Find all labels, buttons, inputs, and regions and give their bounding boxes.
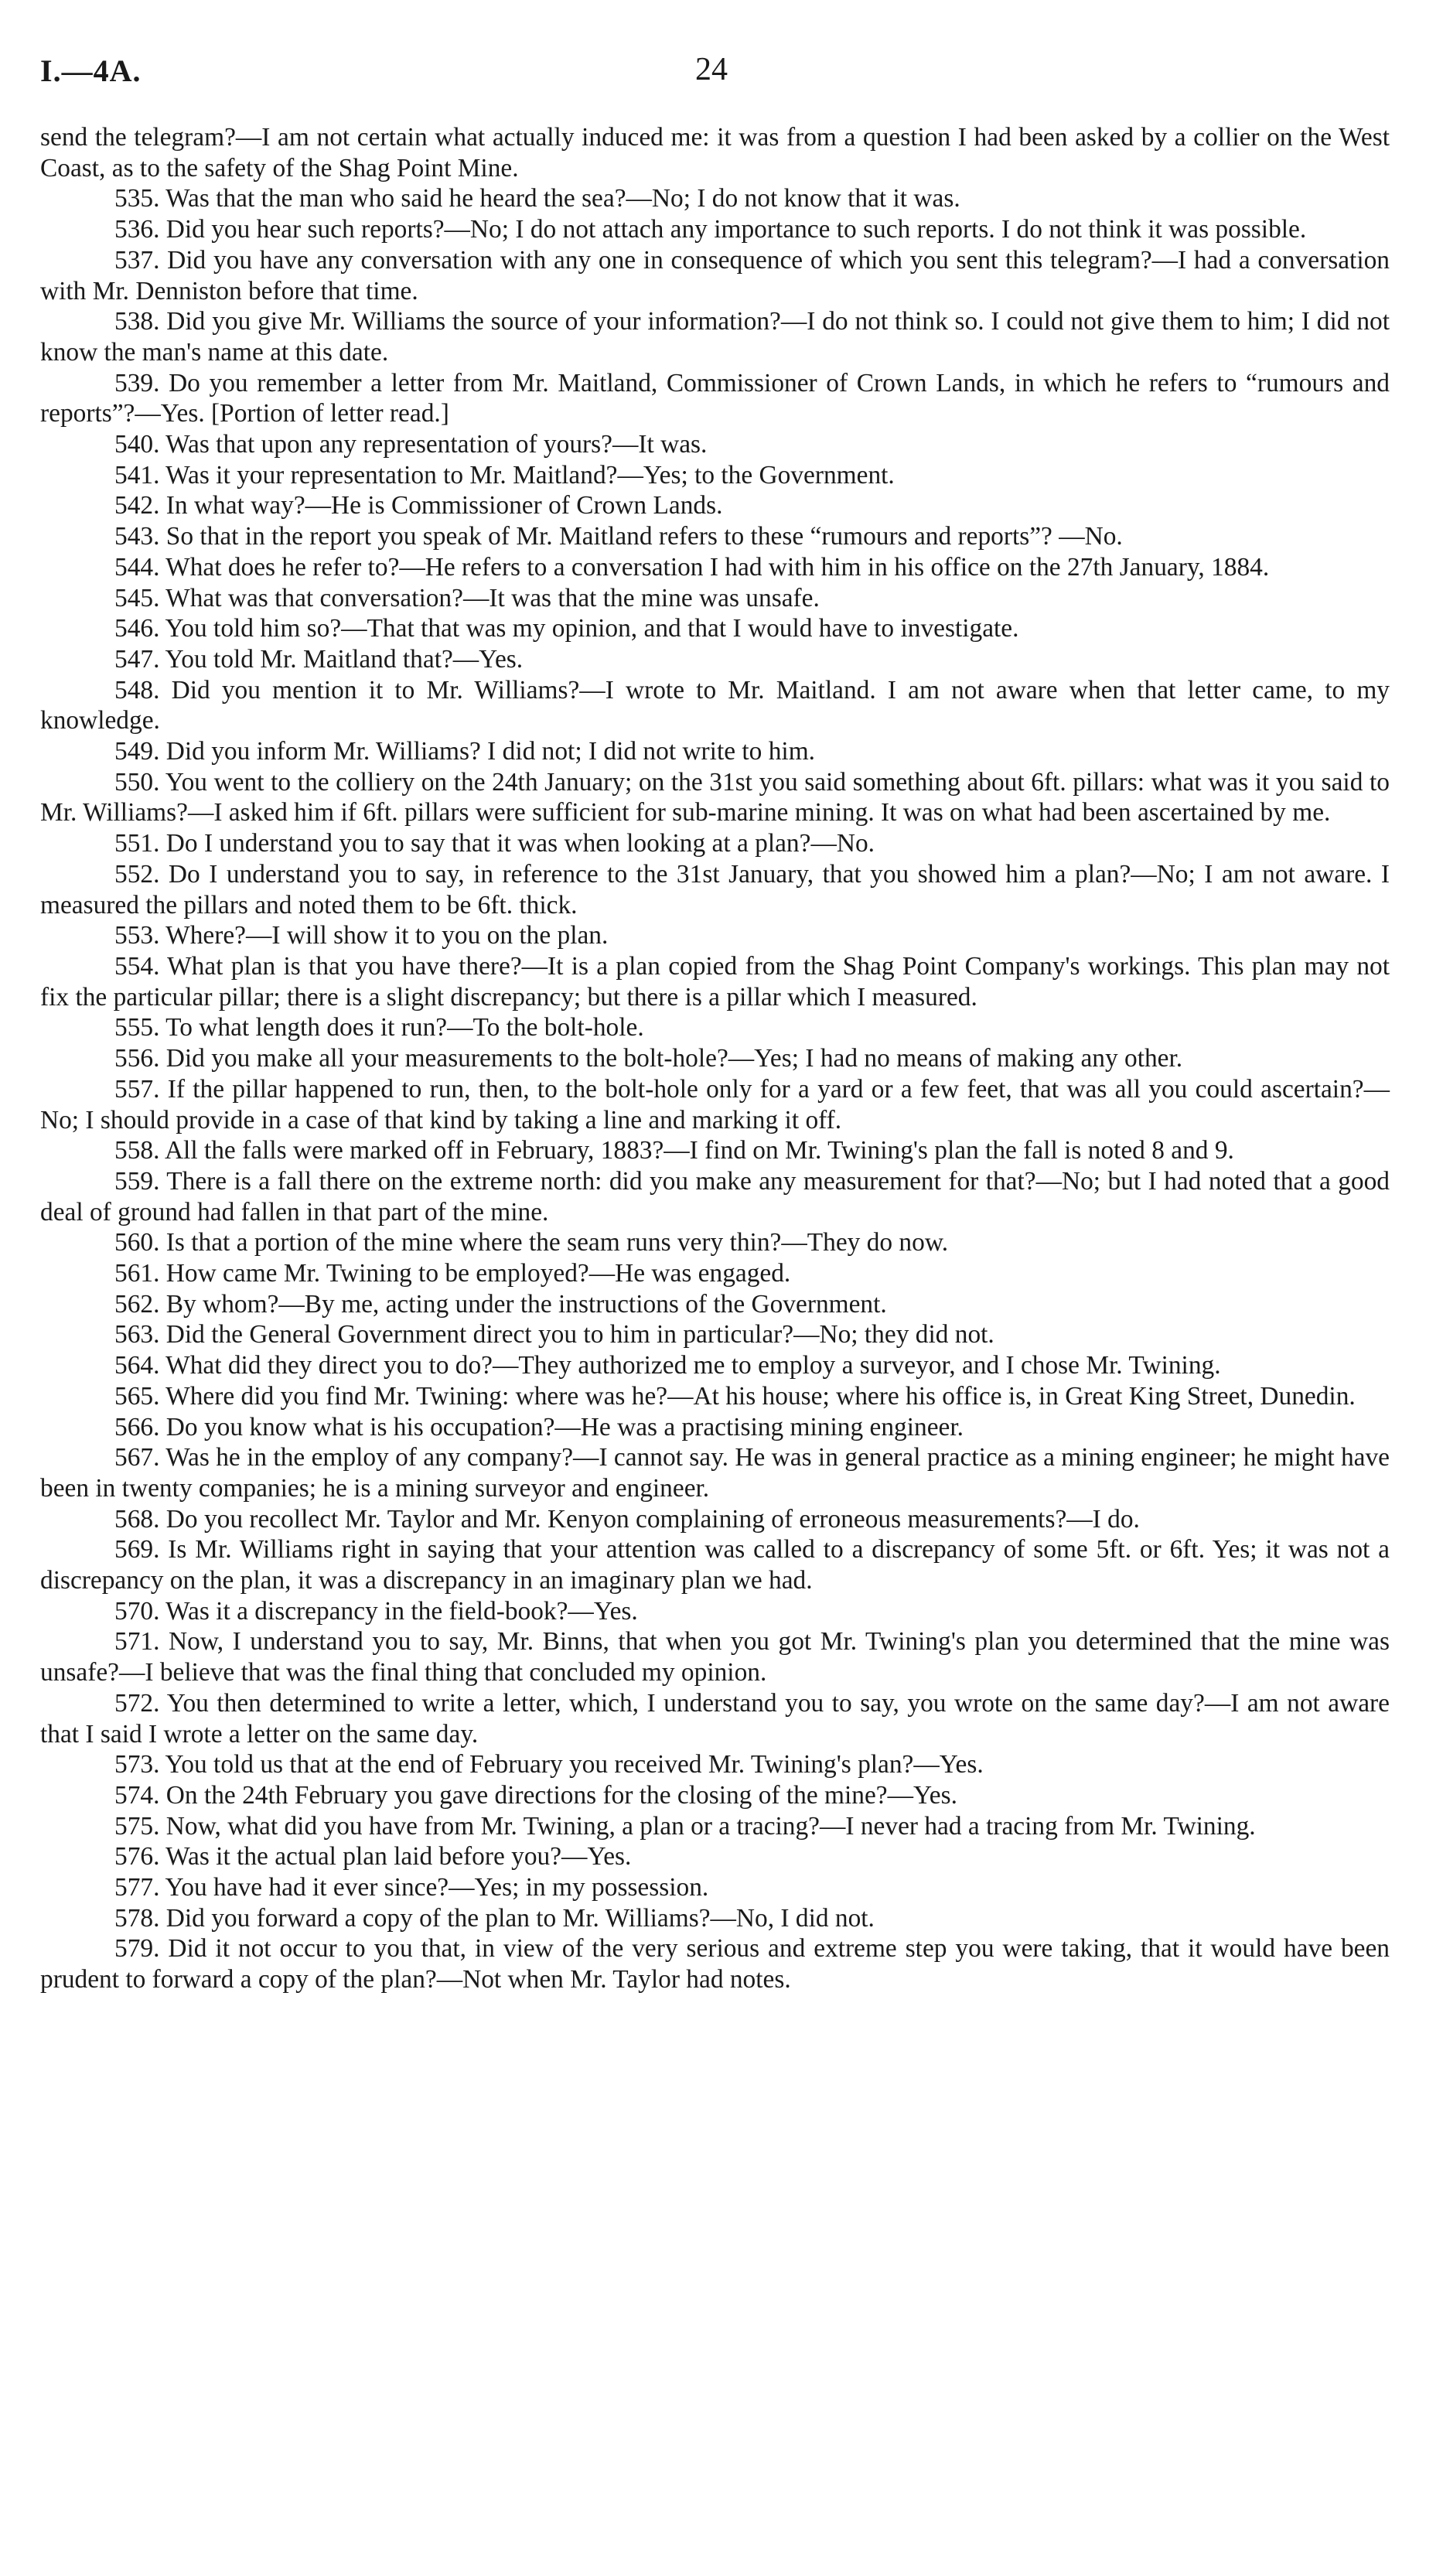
question-558: 558. All the falls were marked off in February, 1883?—I find on Mr. Twining's plan the fall is noted 8 and 9. bbox=[114, 1136, 1234, 1165]
question-561: 561. How came Mr. Twining to be employed?—He was engaged. bbox=[114, 1259, 791, 1288]
question-568: 568. Do you recollect Mr. Taylor and Mr. Kenyon complaining of erroneous measurements?—I do. bbox=[114, 1504, 1140, 1534]
question-559: 559. There is a fall there on the extreme north: did you make any measurement for that?—No; but I had noted that a good deal of ground had fallen in that part of the mine. bbox=[40, 1166, 1390, 1227]
question-574: 574. On the 24th February you gave directions for the closing of the mine?—Yes. bbox=[114, 1780, 957, 1810]
question-537: 537. Did you have any conversation with any one in consequence of which you sent this telegram?—I had a conversation with Mr. Denniston before that time. bbox=[40, 245, 1390, 305]
question-553: 553. Where?—I will show it to you on the plan. bbox=[114, 921, 609, 950]
question-535: 535. Was that the man who said he heard the sea?—No; I do not know that it was. bbox=[114, 184, 960, 213]
question-544: 544. What does he refer to?—He refers to a conversation I had with him in his office on the 27th January, 1884. bbox=[114, 552, 1270, 582]
question-565: 565. Where did you find Mr. Twining: where was he?—At his house; where his office is, in Great King Street, Dunedin. bbox=[114, 1381, 1356, 1411]
question-566: 566. Do you know what is his occupation?—He was a practising mining engineer. bbox=[114, 1412, 964, 1442]
question-576: 576. Was it the actual plan laid before you?—Yes. bbox=[114, 1842, 632, 1871]
question-540: 540. Was that upon any representation of yours?—It was. bbox=[114, 430, 708, 459]
paragraph-continuation: send the telegram?—I am not certain what actually induced me: it was from a question I had been asked by a collier on the West Coast, as to the safety of the Shag Point Mine. bbox=[40, 123, 1390, 183]
question-575: 575. Now, what did you have from Mr. Twining, a plan or a tracing?—I never had a tracing from Mr. Twining. bbox=[114, 1811, 1256, 1841]
question-556: 556. Did you make all your measurements to the bolt-hole?—Yes; I had no means of making any other. bbox=[114, 1044, 1183, 1073]
question-543: 543. So that in the report you speak of Mr. Maitland refers to these “rumours and reports”? —No. bbox=[114, 522, 1123, 551]
question-563: 563. Did the General Government direct you to him in particular?—No; they did not. bbox=[114, 1320, 994, 1349]
testimony-body bbox=[40, 122, 1390, 1995]
page-number: 24 bbox=[695, 52, 728, 87]
question-538: 538. Did you give Mr. Williams the source of your information?—I do not think so. I could not give them to him; I did not know the man's name at this date. bbox=[40, 307, 1390, 367]
question-555: 555. To what length does it run?—To the bolt-hole. bbox=[114, 1013, 644, 1042]
question-550: 550. You went to the colliery on the 24th January; on the 31st you said something about 6ft. pillars: what was it you said to Mr. Williams?—I asked him if 6ft. pillars were sufficient for sub-marine mining. It was on what had been ascertained by me. bbox=[40, 767, 1390, 827]
question-552: 552. Do I understand you to say, in reference to the 31st January, that you showed him a plan?—No; I am not aware. I measured the pillars and noted them to be 6ft. thick. bbox=[40, 859, 1390, 920]
question-562: 562. By whom?—By me, acting under the instructions of the Government. bbox=[114, 1289, 887, 1319]
question-541: 541. Was it your representation to Mr. Maitland?—Yes; to the Government. bbox=[114, 460, 895, 490]
question-569: 569. Is Mr. Williams right in saying that your attention was called to a discrepancy of some 5ft. or 6ft. Yes; it was not a discrepancy on the plan, it was a discrepancy in an imaginary plan we had. bbox=[40, 1535, 1390, 1595]
question-551: 551. Do I understand you to say that it was when looking at a plan?—No. bbox=[114, 829, 875, 858]
question-571: 571. Now, I understand you to say, Mr. Binns, that when you got Mr. Twining's plan you determined that the mine was unsafe?—I believe that was the final thing that concluded my opinion. bbox=[40, 1627, 1390, 1687]
question-579: 579. Did it not occur to you that, in view of the very serious and extreme step you were taking, that it would have been prudent to forward a copy of the plan?—Not when Mr. Taylor had notes. bbox=[40, 1934, 1390, 1994]
question-573: 573. You told us that at the end of February you received Mr. Twining's plan?—Yes. bbox=[114, 1750, 984, 1779]
question-547: 547. You told Mr. Maitland that?—Yes. bbox=[114, 644, 524, 674]
question-546: 546. You told him so?—That that was my opinion, and that I would have to investigate. bbox=[114, 614, 1019, 643]
document-reference: I.—4A. bbox=[40, 53, 142, 88]
question-545: 545. What was that conversation?—It was that the mine was unsafe. bbox=[114, 583, 820, 612]
question-554: 554. What plan is that you have there?—It is a plan copied from the Shag Point Company's workings. This plan may not fix the particular pillar; there is a slight discrepancy; but there is a pillar which I measured. bbox=[40, 951, 1390, 1012]
question-567: 567. Was he in the employ of any company?—I cannot say. He was in general practice as a mining engineer; he might have been in twenty companies; he is a mining surveyor and engineer. bbox=[40, 1443, 1390, 1503]
question-570: 570. Was it a discrepancy in the field-book?—Yes. bbox=[114, 1596, 638, 1626]
question-536: 536. Did you hear such reports?—No; I do not attach any importance to such reports. I do not think it was possible. bbox=[114, 215, 1307, 244]
question-560: 560. Is that a portion of the mine where the seam runs very thin?—They do now. bbox=[114, 1228, 949, 1257]
question-542: 542. In what way?—He is Commissioner of Crown Lands. bbox=[114, 491, 723, 520]
question-577: 577. You have had it ever since?—Yes; in my possession. bbox=[114, 1873, 709, 1902]
question-557: 557. If the pillar happened to run, then, to the bolt-hole only for a yard or a few feet, that was all you could ascertain?—No; I should provide in a case of that kind by taking a line and marking it off. bbox=[40, 1074, 1390, 1134]
question-572: 572. You then determined to write a letter, which, I understand you to say, you wrote on the same day?—I am not aware that I said I wrote a letter on the same day. bbox=[40, 1688, 1390, 1749]
question-549: 549. Did you inform Mr. Williams? I did not; I did not write to him. bbox=[114, 737, 816, 766]
question-564: 564. What did they direct you to do?—They authorized me to employ a surveyor, and I chose Mr. Twining. bbox=[114, 1351, 1221, 1380]
question-539: 539. Do you remember a letter from Mr. Maitland, Commissioner of Crown Lands, in which he refers to “rumours and reports”?—Yes. [Portion of letter read.] bbox=[40, 368, 1390, 428]
question-548: 548. Did you mention it to Mr. Williams?—I wrote to Mr. Maitland. I am not aware when that letter came, to my knowledge. bbox=[40, 675, 1390, 735]
question-578: 578. Did you forward a copy of the plan to Mr. Williams?—No, I did not. bbox=[114, 1903, 875, 1933]
